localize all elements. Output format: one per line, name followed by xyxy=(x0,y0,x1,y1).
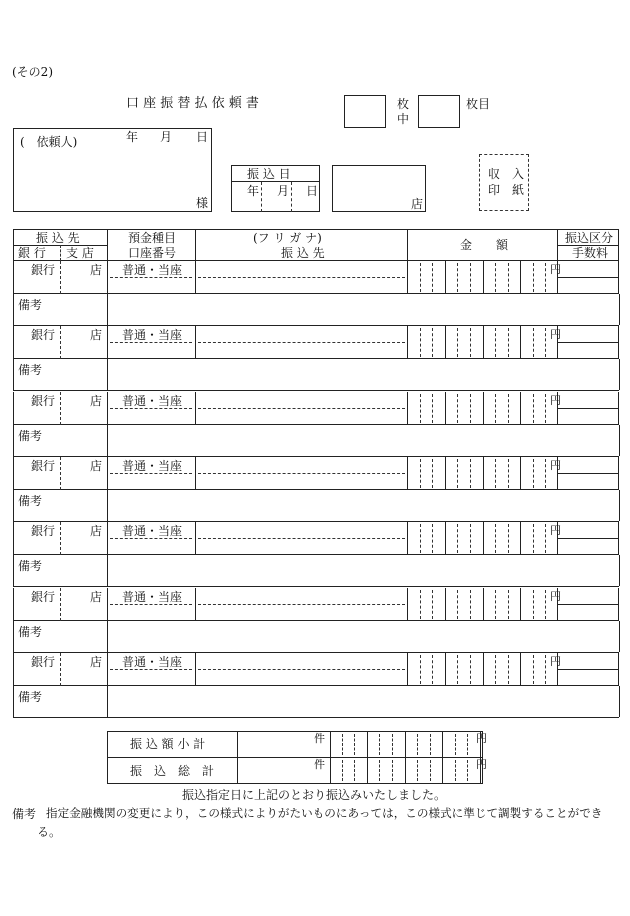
stamp-line2: 印 紙 xyxy=(488,183,525,197)
page-title: 口 座 振 替 払 依 頼 書 xyxy=(126,96,259,111)
page-label: (その2) xyxy=(12,65,53,79)
transfer-date-label: 振 込 日 xyxy=(247,167,291,181)
requester-label: ( 依頼人) xyxy=(20,135,78,149)
requester-year: 年 xyxy=(126,130,139,144)
header-kubun: 振込区分 xyxy=(565,231,614,245)
row-ginko-label: 銀行 xyxy=(31,394,56,408)
store-label: 店 xyxy=(411,197,424,211)
transfer-date-year: 年 xyxy=(247,184,260,198)
note-line1: 指定金融機関の変更により，この様式によりがたいものにあっては，この様式に準じて調製することができ xyxy=(46,806,603,820)
row-yen-label: 円 xyxy=(550,263,561,276)
row-biko-label: 備考 xyxy=(18,625,43,639)
row-biko-label: 備考 xyxy=(18,690,43,704)
row-yen-label: 円 xyxy=(550,459,561,472)
subtotal-yen: 円 xyxy=(476,732,487,745)
row-ginko-label: 銀行 xyxy=(31,263,56,277)
header-furigana: (フ リ ガ ナ) xyxy=(253,231,322,245)
row-ginko-label: 銀行 xyxy=(31,328,56,342)
row-ten-label: 店 xyxy=(90,394,103,408)
header-kingaku: 金 額 xyxy=(460,238,509,252)
row-yen-label: 円 xyxy=(550,394,561,407)
header-koza-bango: 口座番号 xyxy=(128,246,177,260)
row-account-type: 普通・当座 xyxy=(122,459,183,473)
sheet-mai-label: 枚 xyxy=(397,97,410,111)
row-account-type: 普通・当座 xyxy=(122,394,183,408)
row-account-type: 普通・当座 xyxy=(122,655,183,669)
subtotal-ken: 件 xyxy=(314,732,325,745)
sheet-number-box xyxy=(418,95,460,128)
row-biko-label: 備考 xyxy=(18,559,43,573)
row-biko-label: 備考 xyxy=(18,298,43,312)
total-ken: 件 xyxy=(314,758,325,771)
row-account-type: 普通・当座 xyxy=(122,328,183,342)
row-ginko-label: 銀行 xyxy=(31,590,56,604)
total-yen: 円 xyxy=(476,758,487,771)
row-biko-label: 備考 xyxy=(18,363,43,377)
header-yokin-shumoku: 預金種目 xyxy=(128,231,177,245)
requester-day: 日 xyxy=(196,130,209,144)
subtotal-label: 振 込 額 小 計 xyxy=(130,737,206,751)
transfer-date-month: 月 xyxy=(277,184,290,198)
requester-month: 月 xyxy=(160,130,173,144)
row-ten-label: 店 xyxy=(90,590,103,604)
row-yen-label: 円 xyxy=(550,655,561,668)
sheet-total-box xyxy=(344,95,386,128)
header-ginko: 銀 行 xyxy=(18,246,46,260)
row-account-type: 普通・当座 xyxy=(122,590,183,604)
requester-sama: 様 xyxy=(196,196,209,210)
header-shiten: 支 店 xyxy=(66,246,94,260)
header-tesuryo: 手数料 xyxy=(572,246,609,260)
row-ten-label: 店 xyxy=(90,524,103,538)
row-ten-label: 店 xyxy=(90,328,103,342)
row-account-type: 普通・当座 xyxy=(122,524,183,538)
row-account-type: 普通・当座 xyxy=(122,263,183,277)
header-furikomisaki: 振 込 先 xyxy=(36,231,80,245)
row-biko-label: 備考 xyxy=(18,429,43,443)
transfer-date-day: 日 xyxy=(306,184,319,198)
row-ten-label: 店 xyxy=(90,655,103,669)
note-label: 備考 xyxy=(12,807,37,821)
row-yen-label: 円 xyxy=(550,524,561,537)
stamp-line1: 収 入 xyxy=(488,167,525,181)
row-ten-label: 店 xyxy=(90,459,103,473)
note-line2: る。 xyxy=(37,825,62,839)
confirmation-text: 振込指定日に上記のとおり振込みいたしました。 xyxy=(182,788,447,802)
row-ten-label: 店 xyxy=(90,263,103,277)
row-yen-label: 円 xyxy=(550,328,561,341)
row-ginko-label: 銀行 xyxy=(31,655,56,669)
row-ginko-label: 銀行 xyxy=(31,459,56,473)
row-biko-label: 備考 xyxy=(18,494,43,508)
total-label: 振 込 総 計 xyxy=(130,764,215,778)
row-yen-label: 円 xyxy=(550,590,561,603)
header-furikomi-saki: 振 込 先 xyxy=(281,246,325,260)
row-ginko-label: 銀行 xyxy=(31,524,56,538)
sheet-naka-label: 中 xyxy=(397,112,410,126)
sheet-maime-label: 枚目 xyxy=(466,97,491,111)
